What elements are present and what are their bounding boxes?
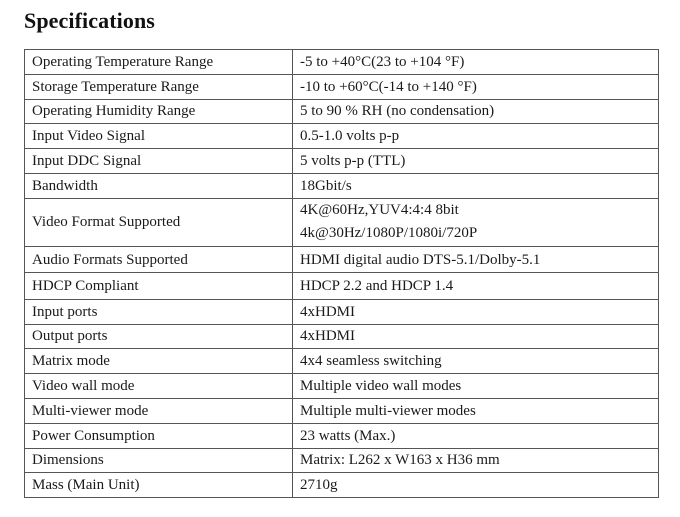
spec-value: 4xHDMI	[293, 299, 659, 324]
table-row	[25, 273, 659, 300]
spec-label: Video wall mode	[25, 374, 293, 399]
spec-value: 4xHDMI	[293, 324, 659, 349]
spec-value: 23 watts (Max.)	[293, 423, 659, 448]
table-row	[25, 246, 659, 273]
spec-label: Bandwidth	[25, 173, 293, 198]
spec-label: HDCP Compliant	[25, 273, 293, 300]
table-row	[25, 149, 659, 174]
spec-value: -10 to +60°C(-14 to +140 °F)	[293, 74, 659, 99]
table-row	[25, 99, 659, 124]
spec-value: Multiple multi-viewer modes	[293, 398, 659, 423]
table-row	[25, 124, 659, 149]
spec-label: Power Consumption	[25, 423, 293, 448]
spec-label: Output ports	[25, 324, 293, 349]
spec-value: 0.5-1.0 volts p-p	[293, 124, 659, 149]
table-row	[25, 324, 659, 349]
spec-label: Input ports	[25, 299, 293, 324]
spec-label: Video Format Supported	[25, 198, 293, 246]
spec-value: 4x4 seamless switching	[293, 349, 659, 374]
spec-value: Multiple video wall modes	[293, 374, 659, 399]
table-row	[25, 374, 659, 399]
table-row	[25, 349, 659, 374]
spec-value: 2710g	[293, 473, 659, 498]
page-title: Specifications	[24, 8, 155, 33]
spec-value: HDCP 2.2 and HDCP 1.4	[293, 273, 659, 300]
specifications-table	[24, 49, 659, 498]
spec-label: Mass (Main Unit)	[25, 473, 293, 498]
spec-label: Operating Humidity Range	[25, 99, 293, 124]
spec-value-line: 4k@30Hz/1080P/1080i/720P	[300, 225, 478, 242]
spec-value: -5 to +40°C(23 to +104 °F)	[293, 50, 659, 75]
table-row	[25, 448, 659, 473]
table-row	[25, 423, 659, 448]
spec-value-line: 4K@60Hz,YUV4:4:4 8bit	[300, 202, 459, 219]
spec-value: 5 volts p-p (TTL)	[293, 149, 659, 174]
spec-label: Dimensions	[25, 448, 293, 473]
spec-label: Storage Temperature Range	[25, 74, 293, 99]
table-row	[25, 198, 659, 246]
table-row	[25, 74, 659, 99]
spec-label: Operating Temperature Range	[25, 50, 293, 75]
spec-label: Audio Formats Supported	[25, 246, 293, 273]
spec-label: Input Video Signal	[25, 124, 293, 149]
spec-value-multiline	[293, 198, 659, 246]
spec-value: 5 to 90 % RH (no condensation)	[293, 99, 659, 124]
table-row	[25, 473, 659, 498]
spec-value: HDMI digital audio DTS-5.1/Dolby-5.1	[293, 246, 659, 273]
table-row	[25, 50, 659, 75]
spec-label: Input DDC Signal	[25, 149, 293, 174]
spec-value: 18Gbit/s	[293, 173, 659, 198]
table-row	[25, 398, 659, 423]
spec-label: Matrix mode	[25, 349, 293, 374]
spec-label: Multi-viewer mode	[25, 398, 293, 423]
table-row	[25, 299, 659, 324]
spec-value: Matrix: L262 x W163 x H36 mm	[293, 448, 659, 473]
table-row	[25, 173, 659, 198]
